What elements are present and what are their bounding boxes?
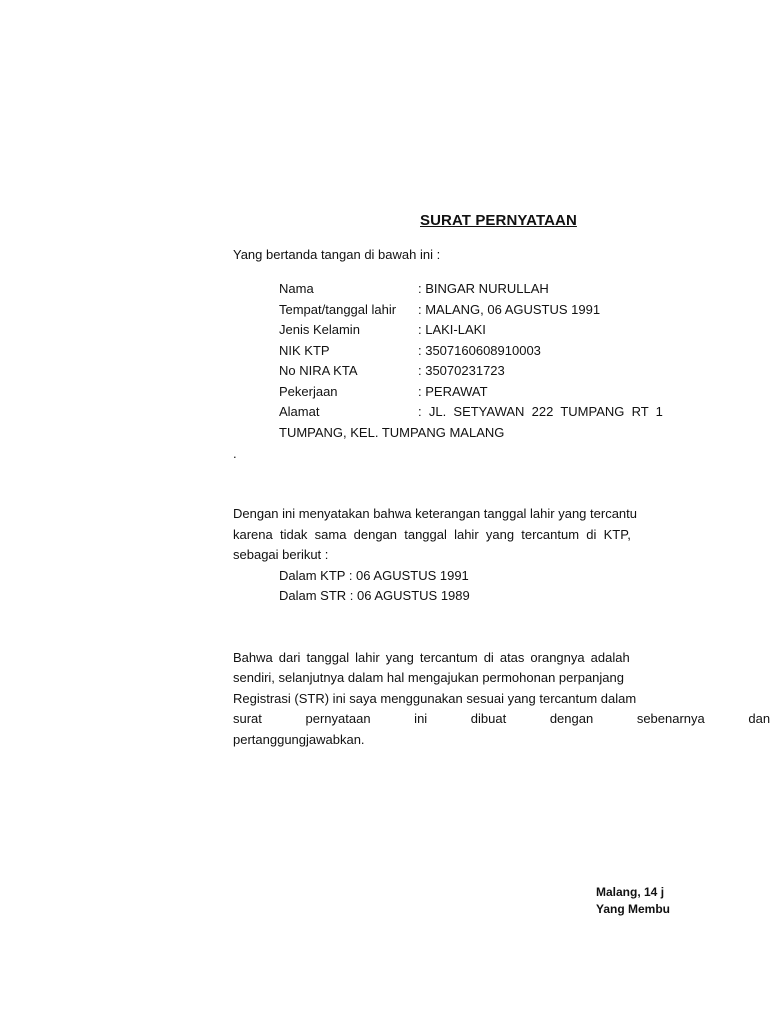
paragraph1-line: karena tidak sama dengan tanggal lahir yang tercantum di KTP, bbox=[233, 527, 631, 542]
paragraph2-line: surat pernyataan ini dibuat dengan sebenarnya dan bbox=[233, 711, 770, 726]
field-label-alamat: Alamat bbox=[279, 404, 320, 419]
field-value-nama: : BINGAR NURULLAH bbox=[418, 281, 549, 296]
signature-signer: Yang Membu bbox=[596, 902, 671, 916]
field-value-jenis-kelamin: : LAKI-LAKI bbox=[418, 322, 486, 337]
field-label-nik: NIK KTP bbox=[279, 343, 330, 358]
field-value-nik: : 3507160608910003 bbox=[418, 343, 541, 358]
date-ktp: Dalam KTP : 06 AGUSTUS 1991 bbox=[279, 568, 469, 583]
paragraph2-line: Bahwa dari tanggal lahir yang tercantum di atas orangnya adalah bbox=[233, 650, 630, 665]
paragraph2-line: sendiri, selanjutnya dalam hal mengajukan permohonan perpanjang bbox=[233, 670, 624, 685]
field-label-nama: Nama bbox=[279, 281, 314, 296]
paragraph1-line: Dengan ini menyatakan bahwa keterangan tanggal lahir yang tercantu bbox=[233, 506, 637, 521]
date-str: Dalam STR : 06 AGUSTUS 1989 bbox=[279, 588, 470, 603]
field-value-pekerjaan: : PERAWAT bbox=[418, 384, 488, 399]
intro-text: Yang bertanda tangan di bawah ini : bbox=[233, 247, 441, 262]
field-label-jenis-kelamin: Jenis Kelamin bbox=[279, 322, 360, 337]
paragraph2-line: pertanggungjawabkan. bbox=[233, 732, 365, 747]
field-value-nira: : 35070231723 bbox=[418, 363, 505, 378]
document-title: SURAT PERNYATAAN bbox=[420, 212, 577, 229]
stray-dot: . bbox=[233, 446, 237, 461]
field-value-ttl: : MALANG, 06 AGUSTUS 1991 bbox=[418, 302, 601, 317]
paragraph1-line: sebagai berikut : bbox=[233, 547, 329, 562]
field-value-alamat: : JL. SETYAWAN 222 TUMPANG RT 1 bbox=[418, 404, 663, 419]
field-label-nira: No NIRA KTA bbox=[279, 363, 358, 378]
address-continuation: TUMPANG, KEL. TUMPANG MALANG bbox=[279, 425, 505, 440]
signature-place-date: Malang, 14 j bbox=[596, 885, 665, 899]
field-label-ttl: Tempat/tanggal lahir bbox=[279, 302, 397, 317]
field-label-pekerjaan: Pekerjaan bbox=[279, 384, 338, 399]
paragraph2-line: Registrasi (STR) ini saya menggunakan sesuai yang tercantum dalam bbox=[233, 691, 637, 706]
